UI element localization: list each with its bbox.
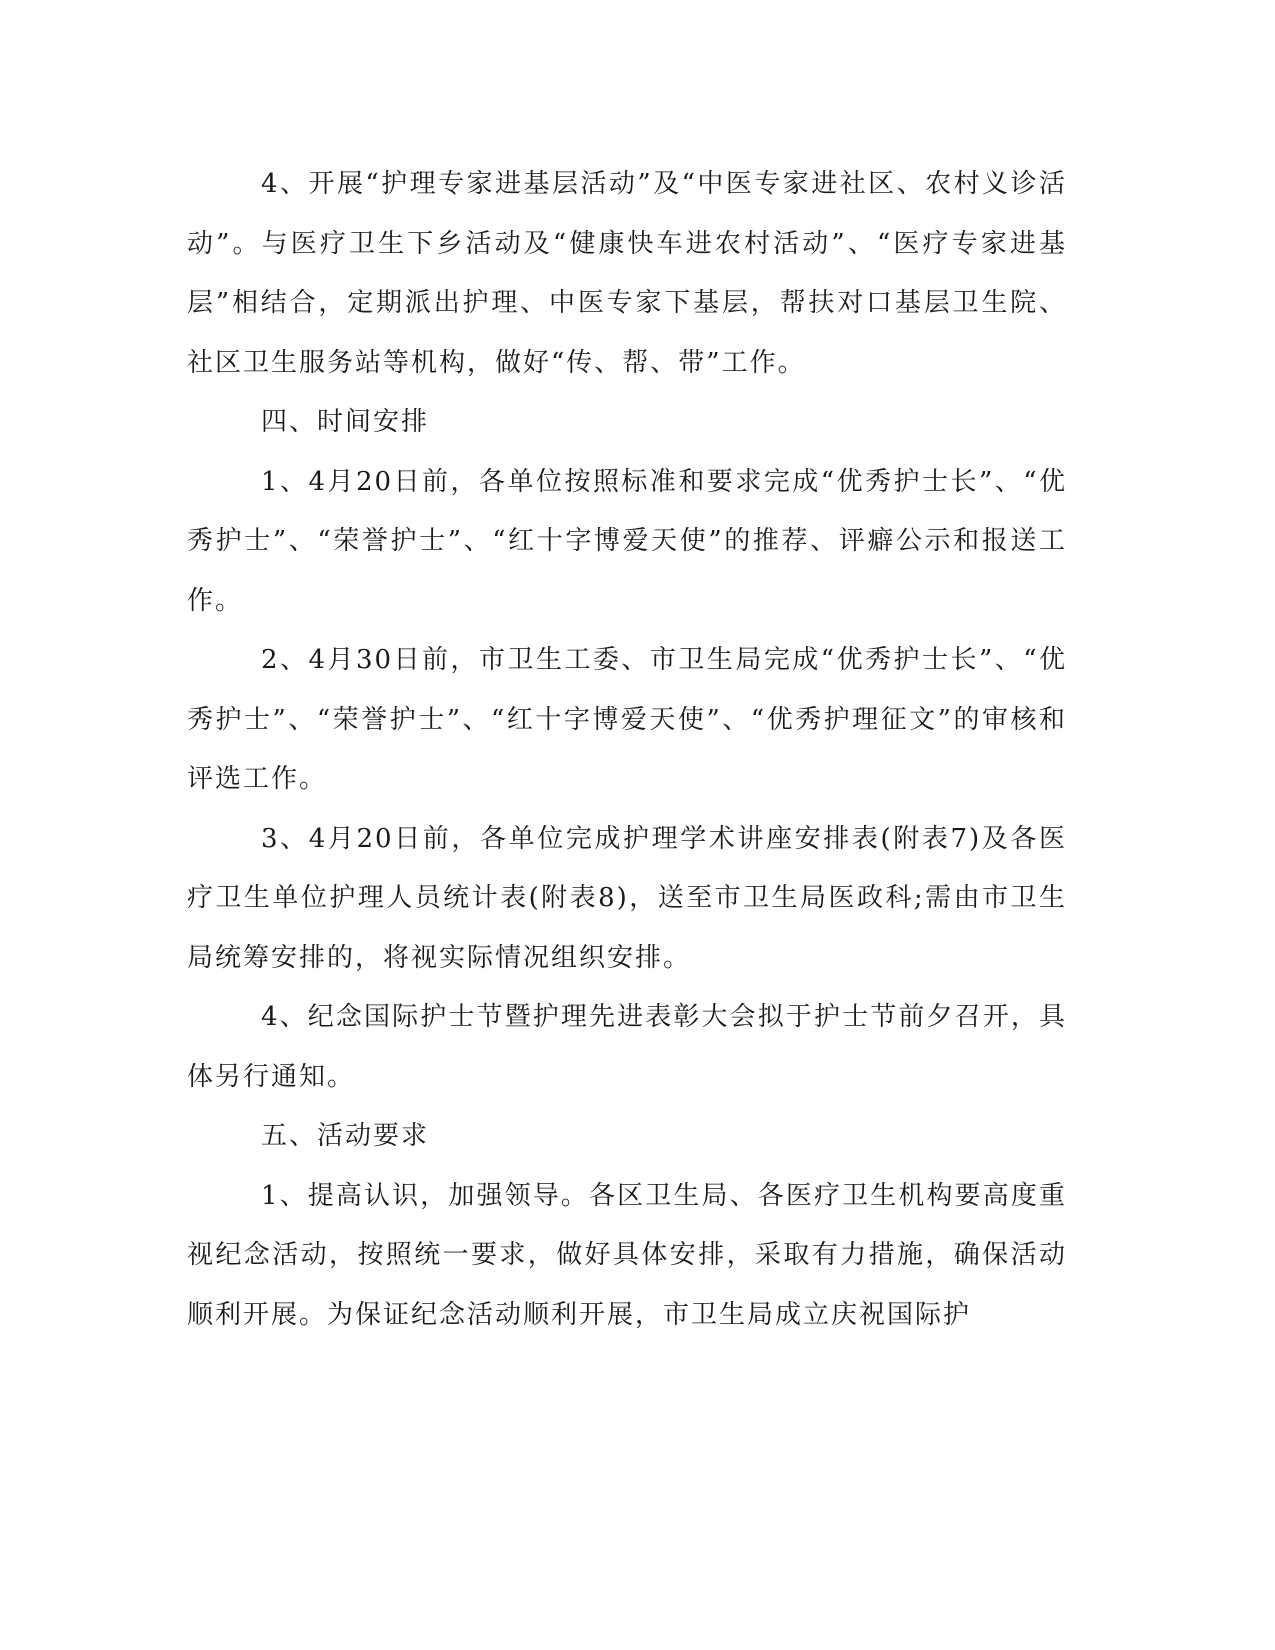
paragraph-schedule-3: 3、4月20日前，各单位完成护理学术讲座安排表(附表7)及各医疗卫生单位护理人员统计表(附表8)，送至市卫生局医政科;需由市卫生局统筹安排的，将视实际情况组织安排。 (187, 823, 1067, 973)
paragraph-requirements-1: 1、提高认识，加强领导。各区卫生局、各医疗卫生机构要高度重视纪念活动，按照统一要求，做好具体安排，采取有力措施，确保活动顺利开展。为保证纪念活动顺利开展，市卫生局成立庆祝国际护 (187, 1180, 1067, 1330)
section-heading-schedule: 四、时间安排 (261, 407, 430, 437)
paragraph-activity-4: 4、开展“护理专家进基层活动”及“中医专家进社区、农村义诊活动”。与医疗卫生下乡活动及“健康快车进农村活动”、“医疗专家进基层”相结合，定期派出护理、中医专家下基层，帮扶对口基层卫生院、社区卫生服务站等机构，做好“传、帮、带”工作。 (187, 169, 1067, 378)
document-body (187, 155, 1067, 1345)
paragraph-schedule-4: 4、纪念国际护士节暨护理先进表彰大会拟于护士节前夕召开，具体另行通知。 (187, 1002, 1067, 1092)
paragraph-schedule-2: 2、4月30日前，市卫生工委、市卫生局完成“优秀护士长”、“优秀护士”、“荣誉护士”、“红十字博爱天使”、“优秀护理征文”的审核和评选工作。 (187, 645, 1067, 794)
section-heading-requirements: 五、活动要求 (261, 1121, 430, 1151)
paragraph-schedule-1: 1、4月20日前，各单位按照标准和要求完成“优秀护士长”、“优秀护士”、“荣誉护士”、“红十字博爱天使”的推荐、评癖公示和报送工作。 (187, 466, 1067, 616)
